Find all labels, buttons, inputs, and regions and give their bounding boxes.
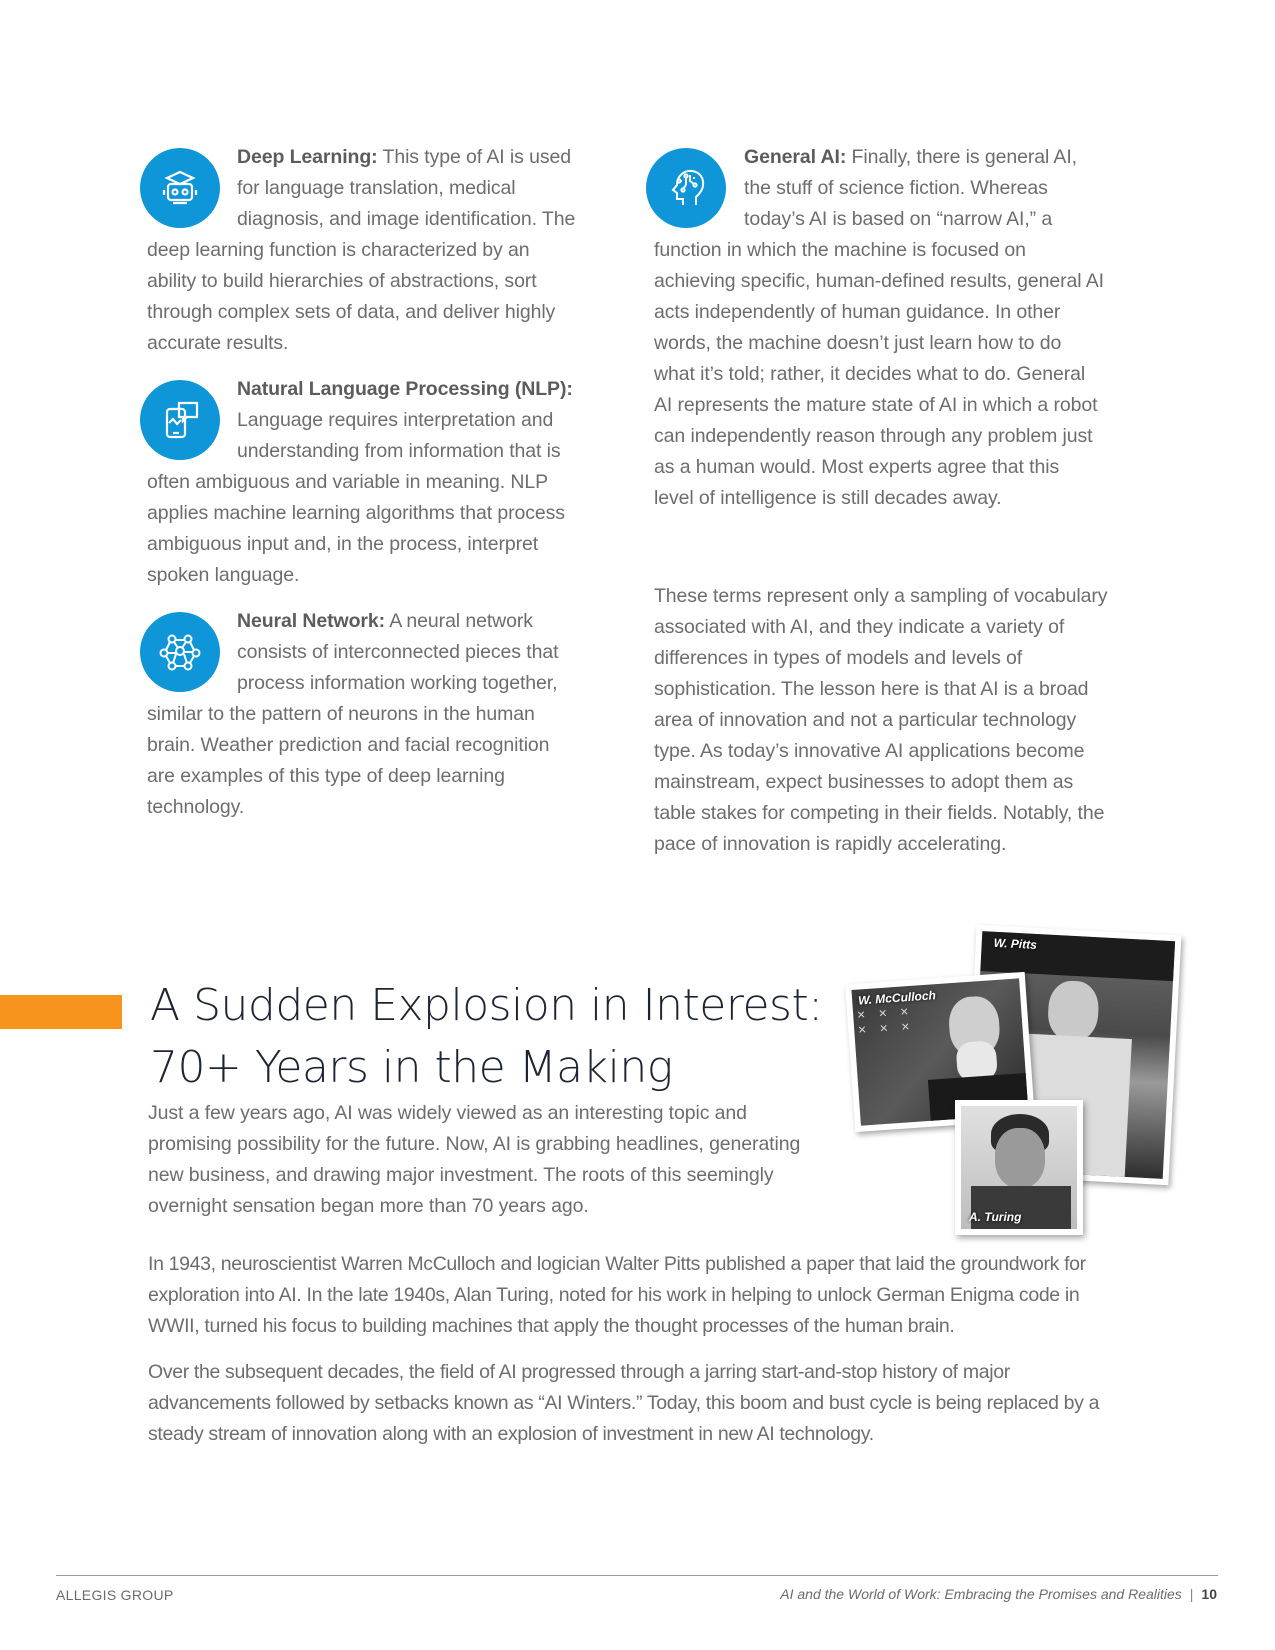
general-ai-term: General AI: [744,146,847,168]
footer-separator: | [1189,1586,1194,1602]
deep-learning-paragraph [147,142,577,359]
turing-face [995,1128,1045,1188]
footer-brand: ALLEGIS GROUP [56,1587,174,1603]
general-ai-text: Finally, there is general AI, the stuff of science fiction. Whereas today’s AI is based on “narrow AI,” a function in which the machine is focused on achieving specific, human-defined results, general AI acts independently of human guidance. In other words, the machine doesn’t just learn how to do what it’s told; rather, it decides what to do. General AI represents the mature state of AI in which a robot can independently reason through any problem just as a human would. Most experts agree that this level of intelligence is still decades away. [654,146,1104,509]
neural-network-paragraph [147,606,577,823]
deep-learning-text: This type of AI is used for language translation, medical diagnosis, and image identification. The deep learning function is characterized by an ability to build hierarchies of abstractions, sort through complex sets of data, and deliver highly accurate results. [147,146,576,354]
turing-photo [955,1100,1083,1235]
heading-line-1: A Sudden Explosion in Interest: [150,980,823,1031]
history-paragraph: In 1943, neuroscientist Warren McCulloch and logician Walter Pitts published a paper that laid the groundwork for exploration into AI. In the late 1940s, Alan Turing, noted for his work in helping to unlock German Enigma code in WWII, turned his focus to building machines that apply the thought processes of the human brain. [148,1253,1086,1337]
page-number: 10 [1201,1586,1217,1602]
deep-learning-term: Deep Learning: [237,146,378,168]
pitts-face [1047,980,1100,1043]
general-ai-paragraph [654,142,1104,514]
heading-line-2: 70+ Years in the Making [150,1042,673,1093]
summary-paragraph: These terms represent only a sampling of vocabulary associated with AI, and they indicate a variety of differences in types of models and levels of sophistication. The lesson here is that AI is a broad area of innovation and not a particular technology type. As today’s innovative AI applications become mainstream, expect businesses to adopt them as table stakes for competing in their fields. Notably, the pace of innovation is rapidly accelerating. [654,585,1108,855]
pitts-caption: W. Pitts [993,935,1038,952]
intro-paragraph: Just a few years ago, AI was widely viewed as an interesting topic and promising possibility for the future. Now, AI is grabbing headlines, generating new business, and drawing major investment. The roots of this seemingly overnight sensation began more than 70 years ago. [148,1102,801,1217]
footer-right [780,1586,1217,1602]
decades-paragraph: Over the subsequent decades, the field of AI progressed through a jarring start-and-stop history of major advancements followed by setbacks known as “AI Winters.” Today, this boom and bust cycle is being replaced by a steady stream of innovation along with an explosion of investment in new AI technology. [148,1361,1100,1445]
footer-document-title: AI and the World of Work: Embracing the Promises and Realities [780,1586,1182,1602]
nlp-term: Natural Language Processing (NLP): [237,378,573,400]
section-heading [150,975,823,1099]
chalkboard-marks: ✕ ✕ ✕ ✕ ✕ ✕ [856,1003,913,1038]
nlp-paragraph [147,374,597,591]
section-accent-bar [0,995,122,1029]
neural-network-text: A neural network consists of interconnected pieces that process information working together, similar to the pattern of neurons in the human brain. Weather prediction and facial recognition are examples of this type of deep learning technology. [147,610,559,818]
turing-caption: A. Turing [969,1210,1022,1224]
mcculloch-caption: W. McCulloch [857,988,937,1008]
nlp-text: Language requires interpretation and understanding from information that is often ambiguous and variable in meaning. NLP applies machine learning algorithms that process ambiguous input and, in the process, interpret spoken language. [147,409,565,586]
neural-network-term: Neural Network: [237,610,386,632]
footer-rule [56,1575,1218,1576]
